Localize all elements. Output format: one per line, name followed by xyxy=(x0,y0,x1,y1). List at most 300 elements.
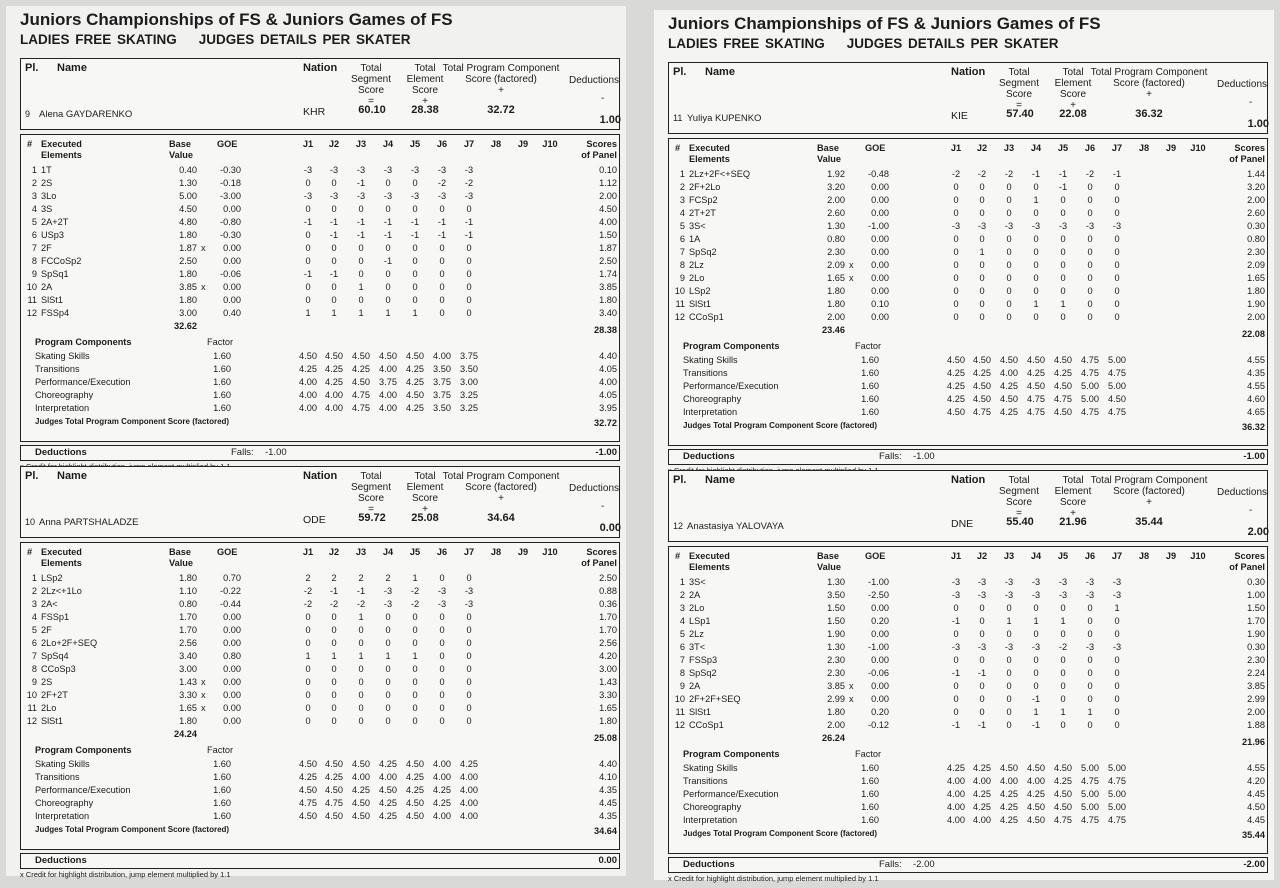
component-panel-score: 4.45 xyxy=(1247,815,1265,825)
judge-component-score: 5.00 xyxy=(1081,763,1099,773)
judge-score: 0 xyxy=(1087,616,1093,626)
goe-value: 0.00 xyxy=(223,256,241,266)
judge-score: -3 xyxy=(1085,642,1095,652)
judge-score: 0 xyxy=(1087,208,1093,218)
element-number: 1 xyxy=(31,165,37,175)
judge-component-score: 4.75 xyxy=(1081,355,1099,365)
total-segment-label xyxy=(341,471,401,515)
judge-header: J3 xyxy=(1003,551,1015,561)
element-name: 2A xyxy=(41,282,53,292)
judge-component-score: 5.00 xyxy=(1081,394,1099,404)
goe-value: 0.00 xyxy=(223,677,241,687)
judge-header: J3 xyxy=(1003,143,1015,153)
judge-score: 0 xyxy=(1006,286,1012,296)
base-value: 3.50 xyxy=(827,590,845,600)
judge-header: J10 xyxy=(1190,551,1206,561)
judge-header: J7 xyxy=(463,547,475,557)
judge-score: 0 xyxy=(979,286,985,296)
goe-value: 0.20 xyxy=(871,707,889,717)
skater-block xyxy=(20,58,620,471)
element-number: 5 xyxy=(679,629,685,639)
score-sheet-right xyxy=(654,10,1274,883)
judge-score: 0 xyxy=(953,286,959,296)
judge-score: 0 xyxy=(1006,182,1012,192)
pl-label: Pl. xyxy=(673,66,687,78)
element-name: LSp2 xyxy=(41,573,63,583)
panel-score: 1.00 xyxy=(1247,590,1265,600)
element-number: 1 xyxy=(679,577,685,587)
goe-value: 0.10 xyxy=(871,299,889,309)
base-value-total: 23.46 xyxy=(822,325,845,335)
judge-score: 0 xyxy=(439,716,445,726)
judge-score: 0 xyxy=(412,178,418,188)
judge-score: 0 xyxy=(358,243,364,253)
element-number: 9 xyxy=(679,273,685,283)
judge-header: J5 xyxy=(409,547,421,557)
scores-of-panel-header: Scores of Panel xyxy=(581,547,617,568)
judge-score: 0 xyxy=(1114,260,1120,270)
judge-component-score: 4.25 xyxy=(973,802,991,812)
judge-score: 1 xyxy=(1033,707,1039,717)
judge-score: -3 xyxy=(1085,590,1095,600)
judge-score: -1 xyxy=(410,217,420,227)
tes-total: 22.08 xyxy=(1242,329,1265,339)
judge-score: -3 xyxy=(1112,577,1122,587)
judge-score: -3 xyxy=(1085,221,1095,231)
panel-score: 2.56 xyxy=(599,638,617,648)
judge-score: 0 xyxy=(1033,182,1039,192)
judge-score: -3 xyxy=(1112,590,1122,600)
judge-score: 0 xyxy=(979,694,985,704)
component-factor: 1.60 xyxy=(213,403,231,413)
judge-component-score: 4.50 xyxy=(406,811,424,821)
element-name: 2S xyxy=(41,178,53,188)
judge-score: -3 xyxy=(383,191,393,201)
judge-component-score: 4.25 xyxy=(1054,776,1072,786)
judge-component-score: 4.00 xyxy=(947,776,965,786)
judge-component-score: 4.50 xyxy=(973,381,991,391)
base-value: 3.20 xyxy=(827,182,845,192)
judge-score: 0 xyxy=(439,308,445,318)
judge-score: -3 xyxy=(977,642,987,652)
judge-component-score: 4.75 xyxy=(1081,776,1099,786)
judge-score: 0 xyxy=(1006,720,1012,730)
judge-score: 0 xyxy=(385,204,391,214)
element-number: 7 xyxy=(679,655,685,665)
judge-score: -1 xyxy=(1031,694,1041,704)
judge-score: -3 xyxy=(977,221,987,231)
eq-sign: = xyxy=(368,96,374,107)
judge-score: -3 xyxy=(1112,642,1122,652)
judge-score: 0 xyxy=(466,308,472,318)
judge-score: 0 xyxy=(466,677,472,687)
minus-sign: - xyxy=(1249,97,1253,108)
total-segment-score: 59.72 xyxy=(358,512,386,524)
judge-score: 0 xyxy=(439,295,445,305)
judge-component-score: 4.50 xyxy=(1027,815,1045,825)
judge-score: -3 xyxy=(329,165,339,175)
judge-component-score: 4.25 xyxy=(433,785,451,795)
judge-score: 0 xyxy=(331,690,337,700)
judge-score: 0 xyxy=(412,677,418,687)
judge-score: 0 xyxy=(331,664,337,674)
component-name: Choreography xyxy=(683,802,742,812)
judge-component-score: 4.50 xyxy=(299,351,317,361)
base-value: 1.80 xyxy=(179,295,197,305)
element-name: 2A+2T xyxy=(41,217,69,227)
judge-component-score: 4.00 xyxy=(973,776,991,786)
element-number: 4 xyxy=(679,616,685,626)
minus-sign: - xyxy=(601,501,605,512)
total-pcs-label xyxy=(1089,475,1209,508)
goe-value: -0.22 xyxy=(220,586,241,596)
judge-component-score: 4.25 xyxy=(947,381,965,391)
judge-score: 0 xyxy=(1006,299,1012,309)
element-number: 11 xyxy=(27,295,37,305)
deductions-row-label: Deductions xyxy=(683,451,735,462)
falls-value: -1.00 xyxy=(913,451,935,462)
panel-score: 1.80 xyxy=(599,295,617,305)
judge-score: 0 xyxy=(1033,208,1039,218)
judge-score: -1 xyxy=(437,230,447,240)
element-name: 2A xyxy=(689,681,701,691)
judge-component-score: 4.50 xyxy=(325,759,343,769)
base-value-total: 24.24 xyxy=(174,729,197,739)
event-name: LADIES FREE SKATING xyxy=(20,32,177,47)
judge-score: 1 xyxy=(1087,707,1093,717)
judge-score: 0 xyxy=(358,690,364,700)
judge-component-score: 4.25 xyxy=(947,763,965,773)
judge-score: -3 xyxy=(1031,577,1041,587)
base-value: 2.60 xyxy=(827,208,845,218)
judge-component-score: 4.00 xyxy=(433,759,451,769)
base-value: 1.30 xyxy=(827,221,845,231)
judge-score: 0 xyxy=(439,243,445,253)
judge-score: 0 xyxy=(1033,286,1039,296)
base-value: 1.87 xyxy=(179,243,197,253)
component-factor: 1.60 xyxy=(213,377,231,387)
judge-score: 0 xyxy=(439,690,445,700)
judge-header: J4 xyxy=(1030,551,1042,561)
goe-value: -0.30 xyxy=(220,230,241,240)
judge-score: 0 xyxy=(305,690,311,700)
judge-score: -2 xyxy=(410,599,420,609)
judge-score: -3 xyxy=(410,165,420,175)
judge-score: -1 xyxy=(356,586,366,596)
judge-score: 0 xyxy=(1114,299,1120,309)
judge-score: -3 xyxy=(383,165,393,175)
total-pcs-label xyxy=(1089,67,1209,100)
footnote: x Credit for highlight distribution, jump element multiplied by 1.1 xyxy=(668,874,879,883)
base-value: 2.30 xyxy=(827,668,845,678)
deductions-row-total: -1.00 xyxy=(1243,451,1265,462)
goe-value: -1.00 xyxy=(868,642,889,652)
elements-table xyxy=(668,138,1268,446)
judges-total-pcs-label: Judges Total Program Component Score (factored) xyxy=(35,417,230,426)
judge-component-score: 4.25 xyxy=(325,772,343,782)
judge-score: 0 xyxy=(1060,629,1066,639)
judge-component-score: 3.25 xyxy=(460,390,478,400)
base-value: 2.99 xyxy=(827,694,845,704)
judge-score: 0 xyxy=(331,243,337,253)
panel-score: 2.00 xyxy=(1247,195,1265,205)
judge-component-score: 4.50 xyxy=(1108,394,1126,404)
panel-score: 1.90 xyxy=(1247,299,1265,309)
judge-score: 0 xyxy=(1060,603,1066,613)
total-pcs-score: 32.72 xyxy=(487,104,515,116)
judge-component-score: 4.25 xyxy=(1000,407,1018,417)
judge-score: 2 xyxy=(385,573,391,583)
judge-score: 0 xyxy=(953,707,959,717)
judge-score: 0 xyxy=(439,573,445,583)
judge-score: 0 xyxy=(305,716,311,726)
component-panel-score: 4.65 xyxy=(1247,407,1265,417)
element-name: 2Lz xyxy=(689,260,704,270)
base-value: 2.00 xyxy=(827,195,845,205)
base-value: 2.30 xyxy=(827,655,845,665)
eq-sign: = xyxy=(1016,508,1022,519)
plus-sign: + xyxy=(498,85,504,96)
judge-score: -1 xyxy=(951,668,961,678)
plus-sign: + xyxy=(498,493,504,504)
nation-label: Nation xyxy=(951,66,986,78)
element-number: 10 xyxy=(674,286,685,296)
judge-score: -1 xyxy=(329,217,339,227)
judge-score: 0 xyxy=(1060,694,1066,704)
judge-score: 0 xyxy=(358,716,364,726)
judge-component-score: 4.75 xyxy=(352,390,370,400)
total-element-score: 28.38 xyxy=(411,104,439,116)
judge-header: J5 xyxy=(409,139,421,149)
judge-score: 1 xyxy=(385,308,391,318)
goe-value: 0.70 xyxy=(223,573,241,583)
judge-component-score: 4.50 xyxy=(325,785,343,795)
element-name: 3T< xyxy=(689,642,706,652)
judge-score: 0 xyxy=(1114,247,1120,257)
judge-score: 0 xyxy=(466,638,472,648)
judge-score: -3 xyxy=(356,165,366,175)
element-name: 2Lz xyxy=(689,629,704,639)
judge-score: 0 xyxy=(1060,720,1066,730)
falls-label: Falls: xyxy=(879,859,902,870)
judge-component-score: 4.25 xyxy=(947,394,965,404)
panel-score: 0.30 xyxy=(1247,642,1265,652)
panel-score: 1.80 xyxy=(1247,286,1265,296)
judge-score: 0 xyxy=(953,195,959,205)
panel-score: 0.30 xyxy=(1247,577,1265,587)
base-value: 4.80 xyxy=(179,217,197,227)
total-pcs-label xyxy=(441,471,561,504)
pl-label: Pl. xyxy=(25,62,39,74)
skater-name: Alena GAYDARENKO xyxy=(39,109,133,120)
judge-score: 0 xyxy=(1114,616,1120,626)
judge-score: 1 xyxy=(1060,707,1066,717)
judge-score: 0 xyxy=(1033,603,1039,613)
elements-table xyxy=(668,546,1268,854)
judge-score: -3 xyxy=(1058,577,1068,587)
base-value: 1.30 xyxy=(827,642,845,652)
judge-score: 0 xyxy=(1087,260,1093,270)
judge-score: -3 xyxy=(410,191,420,201)
component-panel-score: 4.35 xyxy=(1247,368,1265,378)
judge-score: -1 xyxy=(356,230,366,240)
goe-value: 0.00 xyxy=(223,204,241,214)
element-name: CCoSp1 xyxy=(689,720,724,730)
judge-component-score: 4.50 xyxy=(379,785,397,795)
total-deductions: 1.00 xyxy=(599,114,621,126)
judge-score: 0 xyxy=(439,638,445,648)
judge-score: 1 xyxy=(1033,616,1039,626)
judge-score: 0 xyxy=(1033,247,1039,257)
judge-score: 2 xyxy=(305,573,311,583)
num-header: # xyxy=(675,143,681,153)
judge-score: -3 xyxy=(977,590,987,600)
judge-score: 0 xyxy=(979,234,985,244)
judge-score: 0 xyxy=(953,208,959,218)
element-number: 12 xyxy=(26,716,37,726)
judge-component-score: 4.25 xyxy=(379,798,397,808)
judge-component-score: 4.75 xyxy=(1054,394,1072,404)
judge-component-score: 4.50 xyxy=(352,811,370,821)
base-value: 1.80 xyxy=(179,716,197,726)
plus-sign: + xyxy=(1146,89,1152,100)
judge-score: 0 xyxy=(385,625,391,635)
judge-score: 0 xyxy=(1006,707,1012,717)
element-number: 1 xyxy=(679,169,685,179)
component-factor: 1.60 xyxy=(861,789,879,799)
judge-score: -2 xyxy=(1085,169,1095,179)
panel-score: 4.50 xyxy=(599,204,617,214)
skater-nation: DNE xyxy=(951,518,974,530)
panel-score: 3.20 xyxy=(1247,182,1265,192)
total-element-text: Total Element Score xyxy=(1054,475,1092,508)
judge-score: -3 xyxy=(951,577,961,587)
judge-header: J9 xyxy=(1165,143,1177,153)
deductions-row-total: -2.00 xyxy=(1243,859,1265,870)
judge-component-score: 4.00 xyxy=(299,377,317,387)
component-panel-score: 4.40 xyxy=(599,351,617,361)
skater-header xyxy=(668,62,1268,134)
goe-value: -0.30 xyxy=(220,165,241,175)
judge-score: -1 xyxy=(464,217,474,227)
panel-score: 0.10 xyxy=(599,165,617,175)
highlight-marker: x xyxy=(201,282,206,292)
judge-component-score: 4.50 xyxy=(1000,394,1018,404)
judge-score: 0 xyxy=(1087,629,1093,639)
goe-value: -0.06 xyxy=(868,668,889,678)
element-number: 4 xyxy=(679,208,685,218)
base-value: 1.80 xyxy=(827,299,845,309)
judge-score: 0 xyxy=(331,638,337,648)
judge-score: -1 xyxy=(383,256,393,266)
goe-value: 0.00 xyxy=(871,182,889,192)
judge-score: 0 xyxy=(1006,260,1012,270)
judge-score: 0 xyxy=(412,664,418,674)
element-number: 8 xyxy=(31,664,37,674)
judge-score: 0 xyxy=(412,269,418,279)
deductions-row xyxy=(668,857,1268,873)
judge-score: 0 xyxy=(953,299,959,309)
element-name: USp3 xyxy=(41,230,64,240)
judge-score: 0 xyxy=(1087,655,1093,665)
judge-score: 0 xyxy=(1114,720,1120,730)
total-pcs-text: Total Program Component Score (factored) xyxy=(442,63,560,85)
judge-component-score: 4.00 xyxy=(299,403,317,413)
panel-score: 2.50 xyxy=(599,573,617,583)
judge-score: 2 xyxy=(331,573,337,583)
judge-score: 0 xyxy=(439,612,445,622)
judge-component-score: 4.00 xyxy=(460,785,478,795)
total-pcs-text: Total Program Component Score (factored) xyxy=(1090,475,1208,497)
goe-value: 0.40 xyxy=(223,308,241,318)
judge-score: 0 xyxy=(953,260,959,270)
judge-header: J7 xyxy=(463,139,475,149)
highlight-marker: x xyxy=(849,260,854,270)
judge-component-score: 4.00 xyxy=(460,811,478,821)
judge-score: 0 xyxy=(358,664,364,674)
tes-total: 25.08 xyxy=(594,733,617,743)
judge-score: 0 xyxy=(466,295,472,305)
judge-score: 0 xyxy=(1114,694,1120,704)
judge-score: -3 xyxy=(437,191,447,201)
judge-component-score: 4.50 xyxy=(1000,763,1018,773)
goe-value: 0.00 xyxy=(223,716,241,726)
judge-score: 0 xyxy=(1087,273,1093,283)
element-number: 9 xyxy=(31,677,37,687)
footnote: x Credit for highlight distribution, jump element multiplied by 1.1 xyxy=(20,870,231,879)
judge-component-score: 3.25 xyxy=(460,403,478,413)
skater-block xyxy=(20,466,620,879)
panel-score: 2.50 xyxy=(599,256,617,266)
judge-score: -3 xyxy=(437,586,447,596)
judge-component-score: 4.00 xyxy=(460,798,478,808)
judge-component-score: 4.75 xyxy=(1108,407,1126,417)
judge-component-score: 4.75 xyxy=(1054,815,1072,825)
judge-score: 0 xyxy=(1087,195,1093,205)
judge-component-score: 4.00 xyxy=(947,815,965,825)
component-name: Transitions xyxy=(35,772,80,782)
judge-score: -3 xyxy=(464,599,474,609)
judge-component-score: 4.00 xyxy=(379,772,397,782)
element-number: 8 xyxy=(31,256,37,266)
judge-component-score: 4.50 xyxy=(1027,355,1045,365)
component-panel-score: 4.50 xyxy=(1247,802,1265,812)
panel-score: 2.24 xyxy=(1247,668,1265,678)
judge-score: -2 xyxy=(356,599,366,609)
element-number: 2 xyxy=(31,586,37,596)
judge-score: 0 xyxy=(953,234,959,244)
element-name: 2F+2T xyxy=(41,690,68,700)
panel-score: 1.88 xyxy=(1247,720,1265,730)
judge-component-score: 4.25 xyxy=(406,377,424,387)
judge-score: 0 xyxy=(1033,234,1039,244)
judge-score: 0 xyxy=(466,282,472,292)
judge-score: 0 xyxy=(466,612,472,622)
panel-score: 1.80 xyxy=(599,716,617,726)
judge-component-score: 5.00 xyxy=(1108,381,1126,391)
deductions-row xyxy=(668,449,1268,465)
plus-sign: + xyxy=(1146,497,1152,508)
pcs-total: 36.32 xyxy=(1242,422,1265,432)
base-value: 2.56 xyxy=(179,638,197,648)
goe-value: -0.06 xyxy=(220,269,241,279)
component-name: Performance/Execution xyxy=(683,789,779,799)
element-number: 3 xyxy=(31,599,37,609)
judge-score: 0 xyxy=(1060,195,1066,205)
judge-header: J5 xyxy=(1057,551,1069,561)
panel-score: 1.65 xyxy=(599,703,617,713)
judge-score: 0 xyxy=(358,703,364,713)
